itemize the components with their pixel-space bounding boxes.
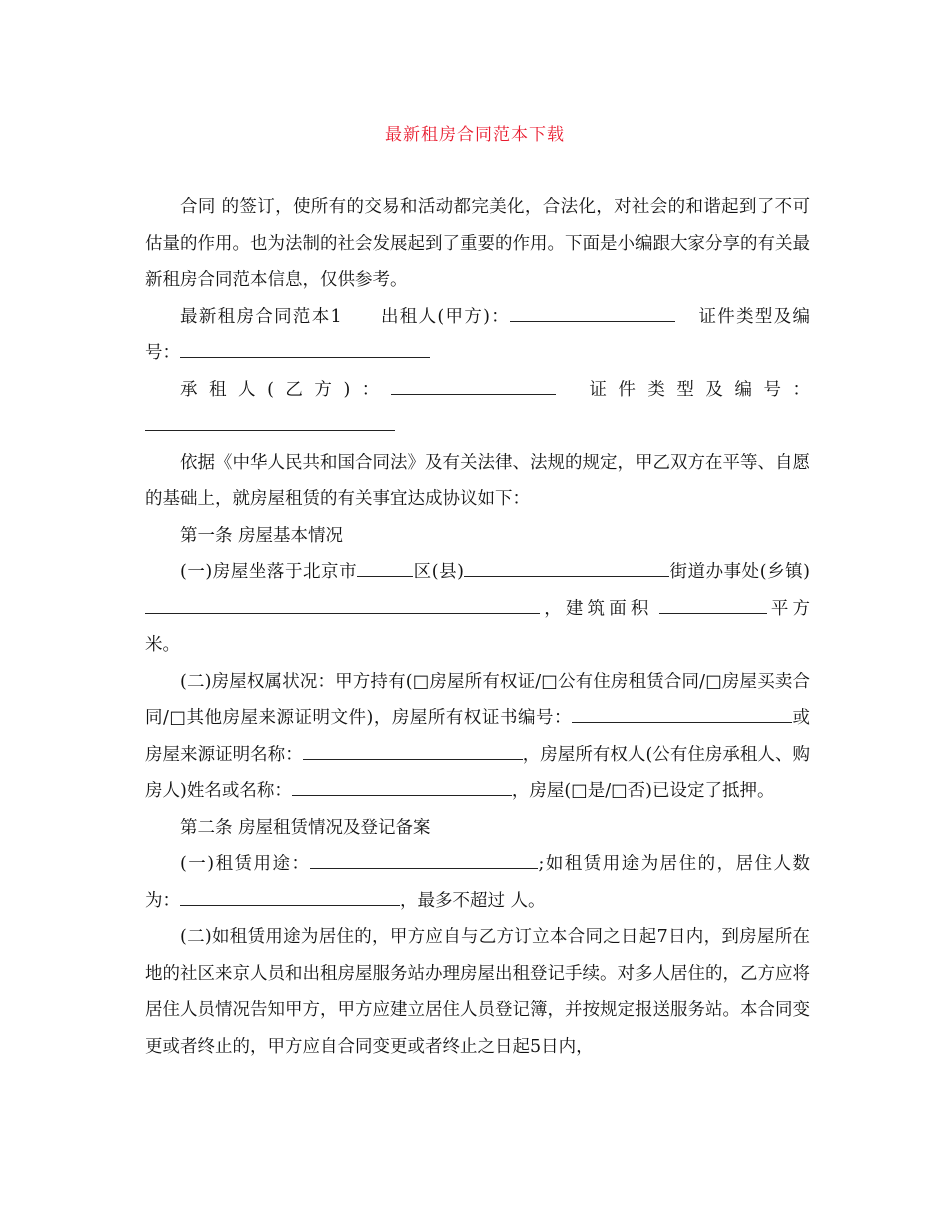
owner-name-blank — [292, 778, 512, 796]
lessee-label: 承租人(乙方)： — [180, 379, 391, 400]
lessor-paragraph — [145, 299, 810, 372]
floor-area-label: ，建筑面积 — [540, 598, 653, 619]
street-office-blank — [464, 559, 669, 577]
intro-paragraph: 合同 的签订，使所有的交易和活动都完美化，合法化，对社会的和谐起到了不可估量的作用。也为法制的社会发展起到了重要的作用。下面是小编跟大家分享的有关最新租房合同范本信息，仅供参考。 — [145, 197, 810, 290]
district-label: 区(县) — [413, 562, 464, 582]
usage-blank — [310, 851, 538, 869]
document-body — [145, 189, 810, 1065]
lessor-id-label: 证件类型及编号： — [145, 306, 811, 363]
district-blank — [357, 559, 413, 577]
article2-heading: 第二条 房屋租赁情况及登记备案 — [180, 817, 431, 838]
basis-paragraph: 依据《中华人民共和国合同法》及有关法律、法规的规定，甲乙双方在平等、自愿的基础上，就房屋租赁的有关事宜达成协议如下： — [145, 452, 810, 509]
article1-heading: 第一条 房屋基本情况 — [180, 525, 344, 546]
max-occupants-text: ，最多不超过 人。 — [400, 890, 546, 911]
street-office-label: 街道办事处(乡镇) — [668, 562, 811, 582]
lessee-paragraph — [145, 372, 810, 445]
document-title: 最新租房合同范本下载 — [385, 125, 565, 145]
mortgage-text: ，房屋(□是/□否)已设定了抵押。 — [511, 781, 775, 801]
source-proof-blank — [303, 742, 523, 760]
lessee-name-blank — [391, 377, 556, 395]
floor-area-blank — [659, 596, 767, 614]
usage-label: (一)租赁用途： — [180, 854, 311, 874]
registration-paragraph: (二)如租赁用途为居住的，甲方应自与乙方订立本合同之日起7日内，到房屋所在地的社区来京人员和出租房屋服务站办理房屋出租登记手续。对多人居住的，乙方应将居住人员情况告知甲方，甲方应建立居住人员登记簿，并按规定报送服务站。本合同变更或者终止的，甲方应自合同变更或者终止之日起5日内， — [145, 927, 810, 1057]
ownership-paragraph — [145, 664, 810, 810]
usage-paragraph — [145, 846, 810, 919]
certificate-number-blank — [572, 705, 792, 723]
owner-name-label: ，房屋所有权人(公有住房承租人、购房人)姓名或名称： — [145, 744, 810, 801]
sample-heading: 最新租房合同范本1 — [180, 306, 342, 327]
source-proof-label: 或房屋来源证明名称： — [145, 708, 810, 765]
lessee-id-label: 证件类型及编号： — [577, 379, 810, 400]
township-blank — [145, 596, 540, 614]
occupants-blank — [180, 888, 400, 906]
lessee-id-blank — [145, 413, 395, 431]
area-unit-label: 平方米。 — [145, 598, 810, 655]
location-city-label: (一)房屋坐落于北京市 — [180, 562, 358, 582]
lessor-name-blank — [510, 304, 675, 322]
occupants-label: ;如租赁用途为居住的，居住人数为： — [145, 854, 810, 911]
ownership-status-text: (二)房屋权属状况：甲方持有(□房屋所有权证/□公有住房租赁合同/□房屋买卖合同/□其他房屋来源证明文件)，房屋所有权证书编号： — [145, 671, 810, 728]
location-paragraph — [145, 554, 810, 664]
lessor-label: 出租人(甲方)： — [379, 306, 511, 327]
lessor-id-blank — [180, 340, 430, 358]
